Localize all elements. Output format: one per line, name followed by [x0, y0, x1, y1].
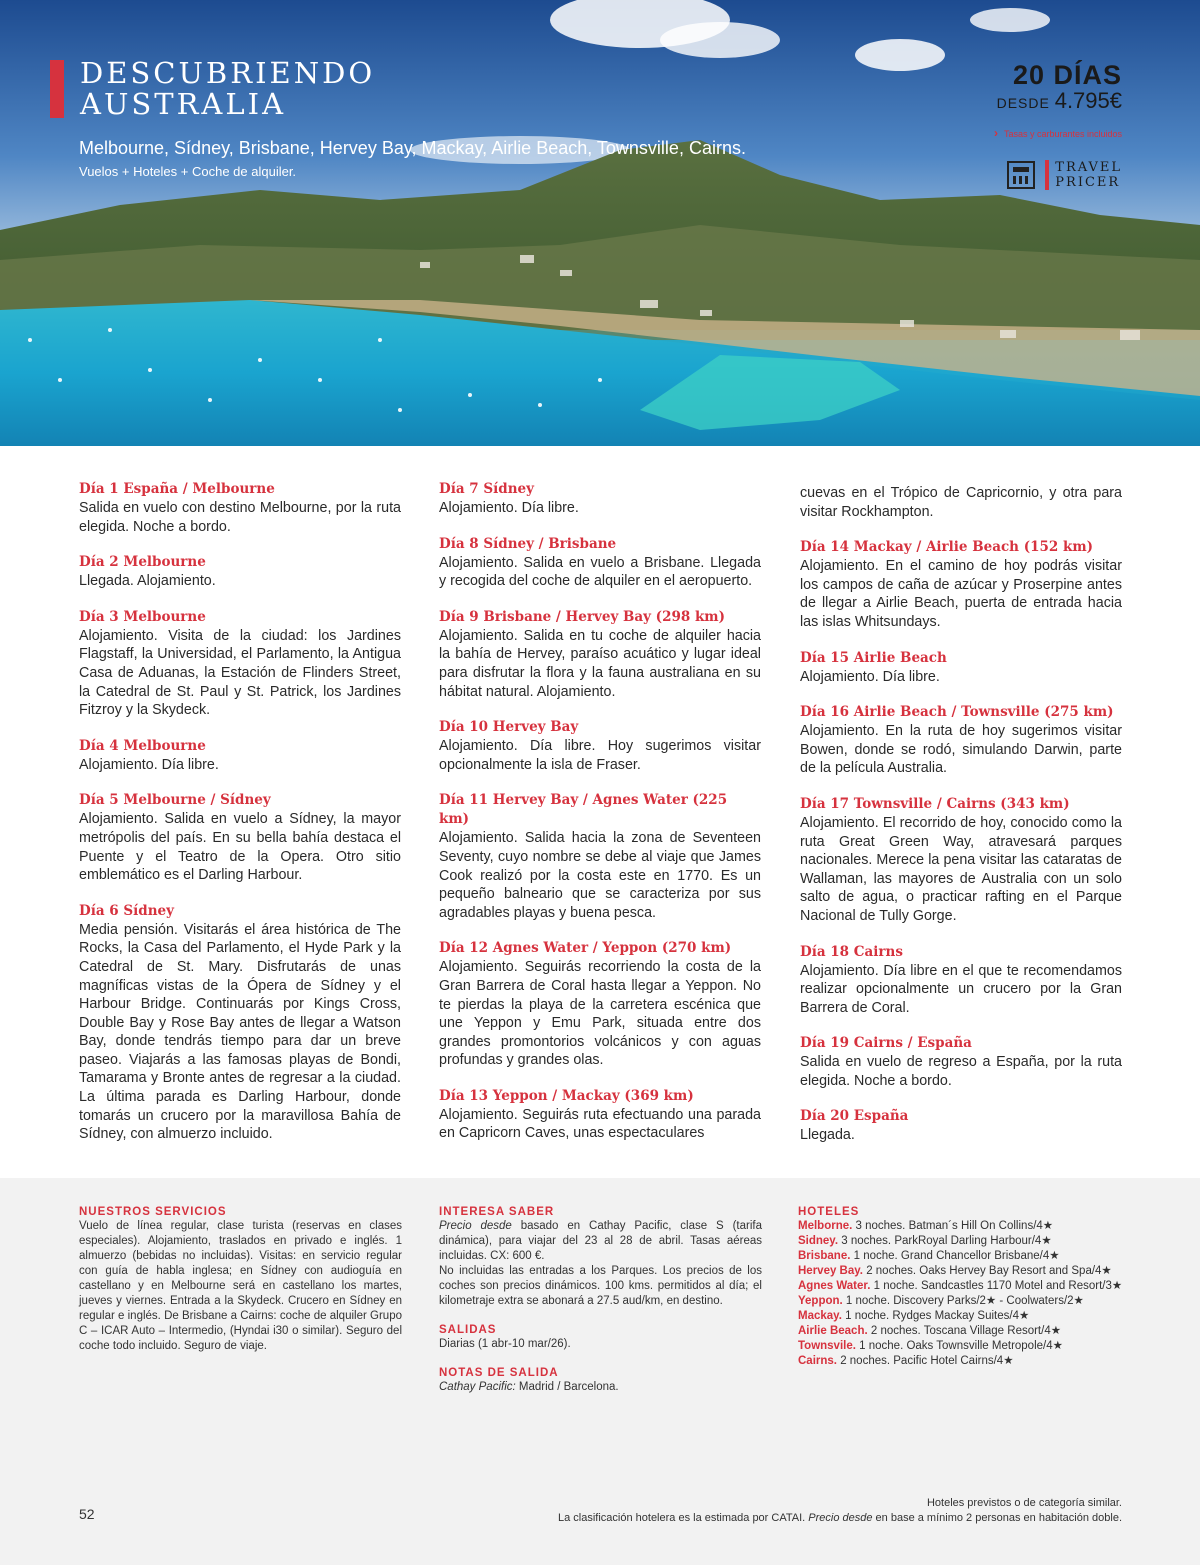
route-cities: Melbourne, Sídney, Brisbane, Hervey Bay, Mackay, Airlie Beach, Townsville, Cairns.: [79, 138, 746, 158]
day-entry: Día 5 Melbourne / Sídney Alojamiento. Salida en vuelo a Sídney, la mayor metrópolis del país. En su bella bahía destaca el Puente y el Teatro de la Opera. Otro sitio emblemático es el Darling Harbour.: [79, 792, 401, 884]
day-entry: Día 13 Yeppon / Mackay (369 km) Alojamiento. Seguirás ruta efectuando una parada en Capricorn Caves, unas espectaculares: [439, 1087, 761, 1142]
hotel-item: Brisbane. 1 noche. Grand Chancellor Brisbane/4★: [798, 1250, 1060, 1262]
departure-notes-heading: NOTAS DE SALIDA: [439, 1367, 559, 1379]
title-line-2: AUSTRALIA: [80, 87, 287, 121]
package-includes: Vuelos + Hoteles + Coche de alquiler.: [79, 164, 297, 179]
page-number: 52: [79, 1506, 95, 1522]
day-entry: Día 4 Melbourne Alojamiento. Día libre.: [79, 737, 219, 773]
travel-pricer-logo: TRAVEL PRICER: [1007, 160, 1122, 190]
day-entry: Día 15 Airlie Beach Alojamiento. Día libre.: [800, 649, 947, 685]
price-value: 4.795€: [1054, 88, 1122, 113]
duration: 20 DÍAS: [1012, 60, 1122, 90]
services-heading: NUESTROS SERVICIOS: [79, 1206, 227, 1218]
price-block: [997, 60, 1122, 114]
day-entry: Día 1 España / Melbourne Salida en vuelo con destino Melbourne, por la ruta elegida. Noche a bordo.: [79, 481, 401, 535]
itinerary-column-1: [79, 480, 401, 1161]
hotels-section: [798, 1205, 1128, 1369]
hotel-item: Mackay. 1 noche. Rydges Mackay Suites/4★: [798, 1310, 1030, 1322]
good-to-know-text: Precio desde basado en Cathay Pacific, clase S (tarifa dinámica), para viajar del 23 al 28 de abril. Tasas aéreas incluidas. CX: 600 €.: [439, 1220, 762, 1262]
good-to-know-section: [439, 1205, 762, 1409]
day-entry: Día 18 Cairns Alojamiento. Día libre en el que te recomendamos realizar opcionalmente un crucero por la Gran Barrera de Coral.: [800, 943, 1122, 1016]
day-entry: Día 19 Cairns / España Salida en vuelo de regreso a España, por la ruta elegida. Noche a bordo.: [800, 1035, 1122, 1089]
hotel-item: Sidney. 3 noches. ParkRoyal Darling Harbour/4★: [798, 1235, 1052, 1247]
day-13-continuation: cuevas en el Trópico de Capricornio, y otra para visitar Rockhampton.: [800, 485, 1122, 520]
hotel-item: Yeppon. 1 noche. Discovery Parks/2★ - Coolwaters/2★: [798, 1295, 1084, 1307]
day-entry: Día 17 Townsville / Cairns (343 km) Alojamiento. El recorrido de hoy, conocido como la ruta Great Green Way, atravesará parques nacionales. Merece la pena visitar las cataratas de Wallaman, las mayores de Australia con un solo salto de agua, o practicar rafting en el Parque Nacional de Tully Gorge.: [800, 795, 1122, 924]
day-entry: Día 12 Agnes Water / Yeppon (270 km) Alojamiento. Seguirás recorriendo la costa de la Gran Barrera de Coral hasta llegar a Yeppon. No te pierdas la playa de la carretera escénica que une Yeppon y Emu Park, situada entre dos grandes promontorios volcánicos y con aguas profundas y grandes olas.: [439, 940, 761, 1069]
calculator-icon: [1007, 161, 1035, 189]
hotels-heading: HOTELES: [798, 1206, 860, 1218]
itinerary-column-3: [800, 480, 1122, 1162]
departures-text: Diarias (1 abr-10 mar/26).: [439, 1338, 571, 1350]
tour-title: [50, 58, 375, 120]
title-accent-bar: [50, 60, 64, 118]
hotel-item: Townsvile. 1 noche. Oaks Townsville Metropole/4★: [798, 1340, 1063, 1352]
hotel-item: Hervey Bay. 2 noches. Oaks Hervey Bay Resort and Spa/4★: [798, 1265, 1112, 1277]
services-text: Vuelo de línea regular, clase turista (reservas en clases especiales). Alojamiento, traslados en privado e inglés. 1 almuerzo (bebidas no incluidas). Visitas: en servicio regular con guía de habla inglesa; en Sídney con audioguía en castellano y en Melbourne será en castellano los martes, jueves y viernes. Entrada a la Skydeck. Crucero en Sídney en regular e inglés. De Brisbane a Cairns: coche de alquiler Grupo C – ICAR Auto – Intermedio, (Hyndai i30 o similar). Seguro del coche todo incluido. Seguro de viaje.: [79, 1220, 402, 1352]
chevron-right-icon: ›: [993, 126, 998, 140]
hero-image: [0, 0, 1200, 446]
day-entry: Día 6 Sídney Media pensión. Visitarás el área histórica de The Rocks, la Casa del Parlamento, el Hyde Park y la Catedral de St. Mary. Disfrutarás de unas magníficas vistas de la Ópera de Sídney y el Harbour Bridge. Continuarás por Kings Cross, Double Bay y Rose Bay antes de llegar a Watson Bay, donde tendrás tiempo para dar un breve paseo. Viajarás a las famosas playas de Bondi, Tamarama y Bronte antes de regresar a la ciudad. La última parada es Darling Harbour, donde tomarás un crucero por la maravillosa Bahía de Sídney, con almuerzo incluido.: [79, 902, 401, 1143]
day-entry: Día 20 España Llegada.: [800, 1108, 909, 1144]
hotel-item: Melborne. 3 noches. Batman´s Hill On Collins/4★: [798, 1220, 1054, 1232]
logo-accent-bar: [1045, 160, 1049, 190]
good-to-know-heading: INTERESA SABER: [439, 1206, 555, 1218]
departures-heading: SALIDAS: [439, 1324, 497, 1336]
taxes-note: › Tasas y carburantes incluidos: [993, 126, 1122, 140]
day-entry: Día 7 Sídney Alojamiento. Día libre.: [439, 481, 579, 516]
services-section: [79, 1205, 402, 1354]
desde-label: DESDE: [996, 95, 1050, 111]
good-to-know-text-2: No incluidas las entradas a los Parques. Los precios de los coches son precios dinámicos. 100 kms. permitidos al día; el kilometraje extra se abonará a 27.5 aud/km, en destino.: [439, 1265, 762, 1307]
title-line-1: DESCUBRIENDO: [80, 56, 376, 90]
hotel-item: Agnes Water. 1 noche. Sandcastles 1170 Motel and Resort/3★: [798, 1280, 1123, 1292]
day-entry: Día 3 Melbourne Alojamiento. Visita de la ciudad: los Jardines Flagstaff, la Universidad, el Parlamento, la Antigua Casa de Aduanas, la Estación de Flinders Street, la Catedral de St. Paul y St. Patrick, los Jardines Fitzroy y la Skydeck.: [79, 608, 401, 719]
hotel-item: Cairns. 2 noches. Pacific Hotel Cairns/4★: [798, 1355, 1014, 1367]
day-entry: Día 2 Melbourne Llegada. Alojamiento.: [79, 554, 216, 590]
hotel-item: Airlie Beach. 2 noches. Toscana Village Resort/4★: [798, 1325, 1062, 1337]
departure-notes-text: Cathay Pacific: Madrid / Barcelona.: [439, 1381, 619, 1393]
info-footer: [0, 1178, 1200, 1565]
day-entry: Día 9 Brisbane / Hervey Bay (298 km) Alojamiento. Salida en tu coche de alquiler hacia la bahía de Hervey, paraíso acuático y lugar ideal para disfrutar la flora y la fauna australiana en su hábitat natural. Alojamiento.: [439, 608, 761, 700]
footnote: Hoteles previstos o de categoría similar. La clasificación hotelera es la estimada por CATAI. Precio desde en base a mínimo 2 personas en habitación doble.: [558, 1497, 1122, 1524]
day-entry: Día 16 Airlie Beach / Townsville (275 km) Alojamiento. En la ruta de hoy sugerimos visitar Bowen, donde se rodó, simulando Darwin, parte de la película Australia.: [800, 704, 1122, 777]
day-entry: Día 14 Mackay / Airlie Beach (152 km) Alojamiento. En el camino de hoy podrás visitar los campos de caña de azúcar y Proserpine antes de llegar a Airlie Beach, puerta de entrada hacia las islas Whitsundays.: [800, 539, 1122, 630]
itinerary-column-2: [439, 480, 761, 1160]
day-entry: Día 10 Hervey Bay Alojamiento. Día libre. Hoy sugerimos visitar opcionalmente la isla de Fraser.: [439, 719, 761, 773]
day-entry: Día 8 Sídney / Brisbane Alojamiento. Salida en vuelo a Brisbane. Llegada y recogida del coche de alquiler en el aeropuerto.: [439, 535, 761, 590]
day-entry: Día 11 Hervey Bay / Agnes Water (225 km) Alojamiento. Salida hacia la zona de Seventeen Seventy, cuyo nombre se debe al viaje que James Cook realizó por la costa este en 1770. Es un pequeño balneario que se caracteriza por sus agradables playas y buena pesca.: [439, 792, 761, 921]
